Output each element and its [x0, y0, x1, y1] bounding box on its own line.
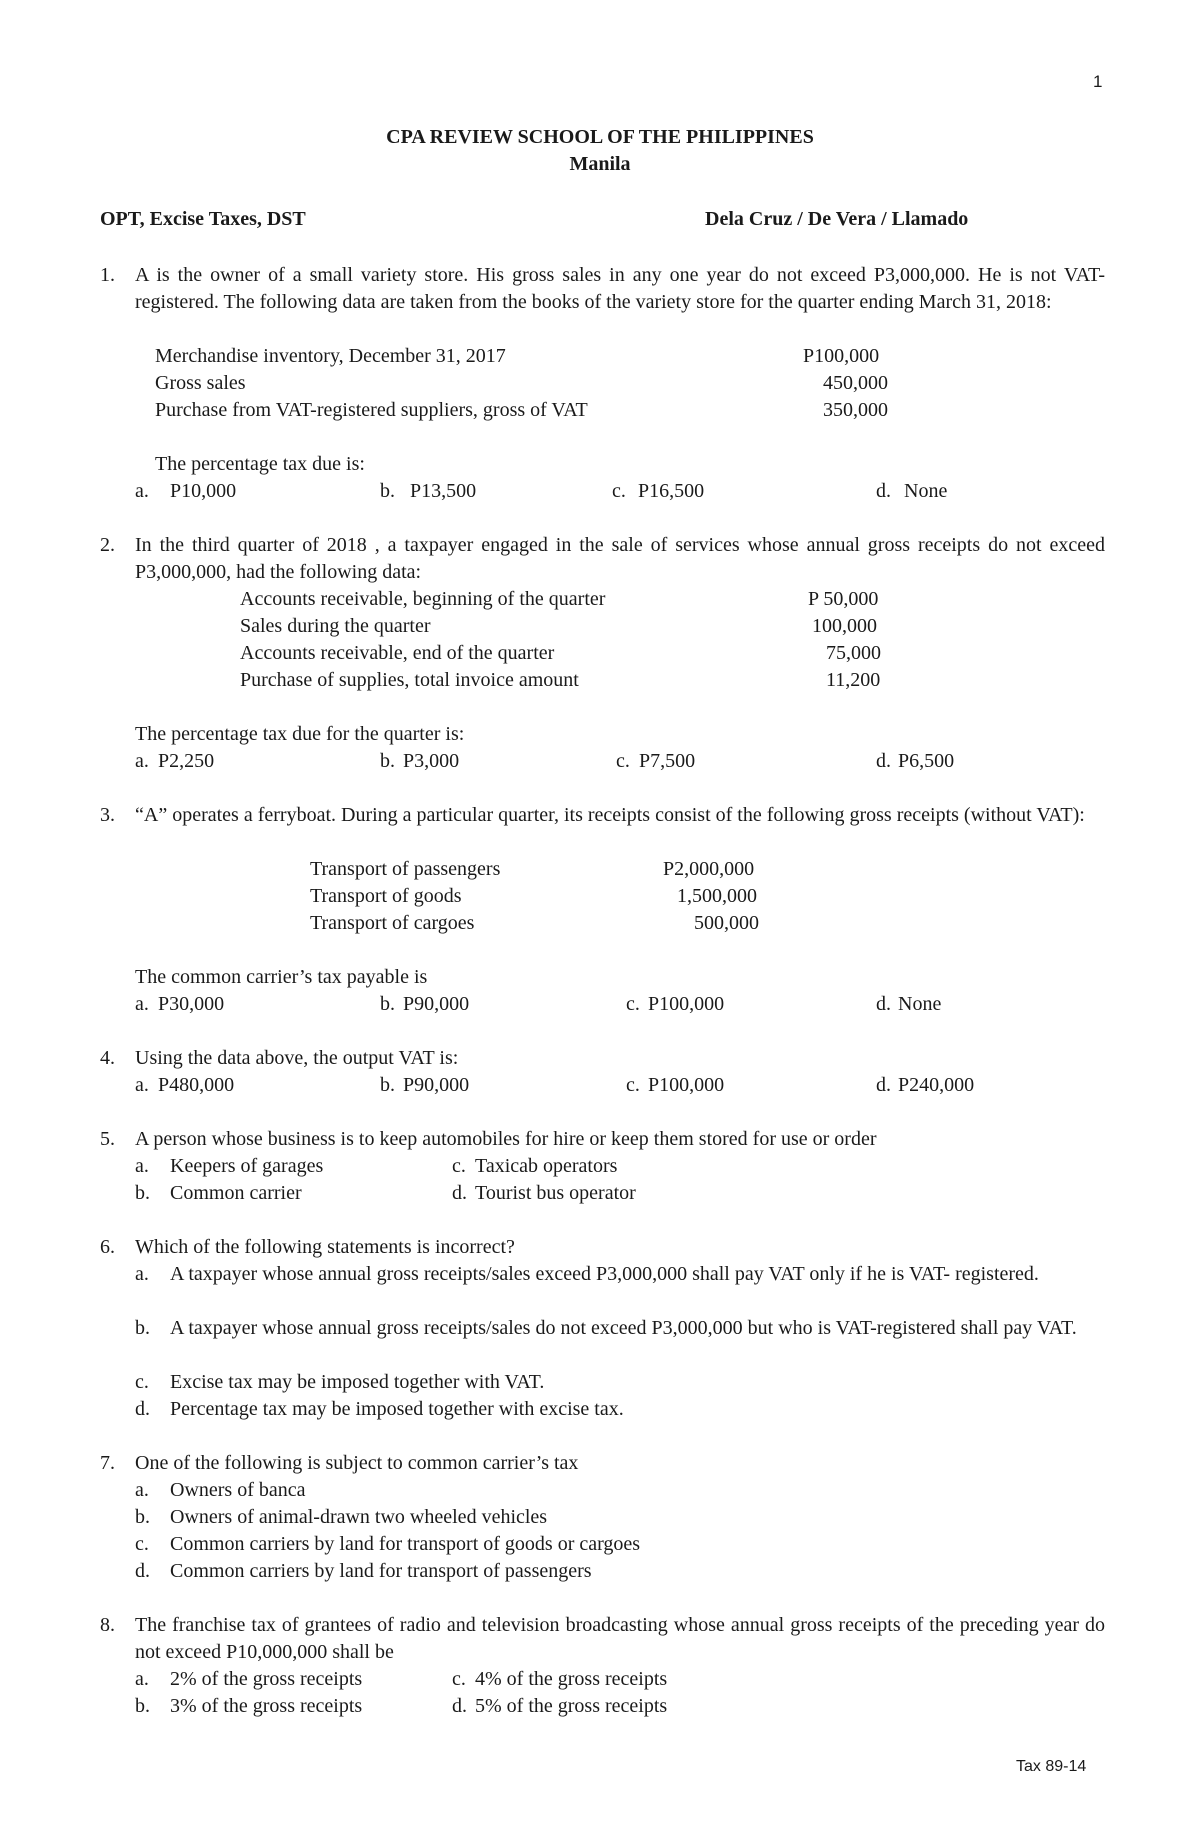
question-number: 5.: [100, 1128, 115, 1150]
question-number: 1.: [100, 264, 115, 286]
question-prompt: The percentage tax due for the quarter is:: [135, 723, 465, 745]
choice-text: Owners of banca: [170, 1479, 306, 1501]
choice-text: 3% of the gross receipts: [170, 1695, 363, 1717]
choice-letter: b.: [380, 480, 395, 502]
choice-text: P7,500: [639, 750, 696, 772]
choice-text: P480,000: [158, 1074, 235, 1096]
choice-text: P100,000: [648, 993, 725, 1015]
question-text: A person whose business is to keep automobiles for hire or keep them stored for use or order: [135, 1128, 877, 1150]
choice-letter: a.: [135, 993, 149, 1015]
choice-letter: c.: [626, 1074, 640, 1096]
choice-letter: d.: [876, 993, 891, 1015]
choice-text: Excise tax may be imposed together with VAT.: [170, 1371, 545, 1393]
choice-letter: d.: [135, 1398, 150, 1420]
data-value: P 50,000: [808, 588, 879, 610]
choice-text: A taxpayer whose annual gross receipts/sales do not exceed P3,000,000 but who is VAT-registered shall pay VAT.: [170, 1317, 1077, 1339]
choice-letter: b.: [135, 1182, 150, 1204]
choice-letter: c.: [135, 1533, 149, 1555]
choice-text: P90,000: [403, 993, 470, 1015]
choice-letter: b.: [135, 1695, 150, 1717]
question-text: In the third quarter of 2018 , a taxpayer engaged in the sale of services whose annual gross receipts do not exceed P3,000,000, had the following data:: [135, 534, 1105, 583]
data-label: Gross sales: [155, 372, 246, 394]
choice-text: Owners of animal-drawn two wheeled vehicles: [170, 1506, 548, 1528]
choice-text: P30,000: [158, 993, 225, 1015]
choice-letter: d.: [876, 750, 891, 772]
data-label: Sales during the quarter: [240, 615, 431, 637]
choice-letter: a.: [135, 1668, 149, 1690]
choice-text: P13,500: [410, 480, 477, 502]
choice-text: Percentage tax may be imposed together with excise tax.: [170, 1398, 624, 1420]
choice-text: Tourist bus operator: [475, 1182, 636, 1204]
choice-letter: a.: [135, 1074, 149, 1096]
question-text: The franchise tax of grantees of radio and television broadcasting whose annual gross receipts of the preceding year do not exceed P10,000,000 shall be: [135, 1614, 1105, 1663]
data-value: 100,000: [812, 615, 877, 637]
choice-letter: a.: [135, 1155, 149, 1177]
topic-heading: OPT, Excise Taxes, DST: [100, 208, 306, 230]
choice-text: Common carriers by land for transport of passengers: [170, 1560, 592, 1582]
question-prompt: The percentage tax due is:: [155, 453, 365, 475]
choice-letter: b.: [135, 1317, 150, 1339]
question-number: 7.: [100, 1452, 115, 1474]
choice-letter: d.: [135, 1560, 150, 1582]
page-footer: Tax 89-14: [1016, 1758, 1087, 1775]
data-label: Transport of goods: [310, 885, 462, 907]
data-value: 450,000: [823, 372, 888, 394]
data-value: 1,500,000: [677, 885, 757, 907]
question-number: 4.: [100, 1047, 115, 1069]
data-value: 75,000: [826, 642, 881, 664]
choice-letter: d.: [452, 1695, 467, 1717]
question-number: 6.: [100, 1236, 115, 1258]
choice-text: P90,000: [403, 1074, 470, 1096]
data-value: 11,200: [826, 669, 881, 691]
page-number: 1: [1093, 72, 1103, 91]
choice-text: Common carriers by land for transport of goods or cargoes: [170, 1533, 641, 1555]
choice-text: P100,000: [648, 1074, 725, 1096]
choice-letter: d.: [876, 1074, 891, 1096]
question-number: 3.: [100, 804, 115, 826]
choice-letter: d.: [452, 1182, 467, 1204]
choice-letter: a.: [135, 1263, 149, 1285]
data-label: Purchase of supplies, total invoice amount: [240, 669, 579, 691]
choice-text: None: [904, 480, 948, 502]
data-value: 350,000: [823, 399, 888, 421]
question-number: 2.: [100, 534, 115, 556]
choice-text: 4% of the gross receipts: [475, 1668, 668, 1690]
choice-letter: c.: [452, 1668, 466, 1690]
question-text: “A” operates a ferryboat. During a particular quarter, its receipts consist of the following gross receipts (without VAT):: [135, 804, 1085, 826]
question-text: One of the following is subject to common carrier’s tax: [135, 1452, 579, 1474]
question-text: A is the owner of a small variety store. His gross sales in any one year do not exceed P3,000,000. He is not VAT-registered. The following data are taken from the books of the variety store for the quarter ending March 31, 2018:: [135, 264, 1105, 313]
data-label: Merchandise inventory, December 31, 2017: [155, 345, 506, 367]
choice-text: P10,000: [170, 480, 237, 502]
choice-text: 2% of the gross receipts: [170, 1668, 363, 1690]
choice-letter: d.: [876, 480, 891, 502]
choice-text: A taxpayer whose annual gross receipts/sales exceed P3,000,000 shall pay VAT only if he is VAT- registered.: [170, 1263, 1039, 1285]
choice-letter: b.: [380, 750, 395, 772]
data-value: P2,000,000: [663, 858, 755, 880]
choice-letter: c.: [452, 1155, 466, 1177]
question-text: Which of the following statements is incorrect?: [135, 1236, 515, 1258]
choice-letter: a.: [135, 480, 149, 502]
choice-letter: c.: [135, 1371, 149, 1393]
data-label: Purchase from VAT-registered suppliers, gross of VAT: [155, 399, 588, 421]
choice-letter: c.: [616, 750, 630, 772]
data-label: Transport of cargoes: [310, 912, 475, 934]
question-number: 8.: [100, 1614, 115, 1636]
choice-text: P240,000: [898, 1074, 975, 1096]
school-title: CPA REVIEW SCHOOL OF THE PHILIPPINES: [386, 126, 814, 148]
question-prompt: The common carrier’s tax payable is: [135, 966, 428, 988]
data-value: P100,000: [803, 345, 880, 367]
choice-text: None: [898, 993, 942, 1015]
choice-letter: a.: [135, 750, 149, 772]
data-label: Accounts receivable, beginning of the quarter: [240, 588, 606, 610]
school-city: Manila: [569, 153, 631, 175]
choice-text: P16,500: [638, 480, 705, 502]
authors-heading: Dela Cruz / De Vera / Llamado: [705, 208, 969, 230]
choice-letter: b.: [380, 993, 395, 1015]
data-label: Accounts receivable, end of the quarter: [240, 642, 555, 664]
choice-letter: b.: [380, 1074, 395, 1096]
choice-letter: c.: [612, 480, 626, 502]
choice-text: P2,250: [158, 750, 215, 772]
choice-letter: c.: [626, 993, 640, 1015]
data-label: Transport of passengers: [310, 858, 501, 880]
choice-text: Taxicab operators: [475, 1155, 618, 1177]
choice-text: 5% of the gross receipts: [475, 1695, 668, 1717]
choice-text: Keepers of garages: [170, 1155, 324, 1177]
data-value: 500,000: [694, 912, 759, 934]
question-text: Using the data above, the output VAT is:: [135, 1047, 459, 1069]
choice-text: P6,500: [898, 750, 955, 772]
choice-letter: a.: [135, 1479, 149, 1501]
choice-letter: b.: [135, 1506, 150, 1528]
choice-text: Common carrier: [170, 1182, 302, 1204]
choice-text: P3,000: [403, 750, 460, 772]
